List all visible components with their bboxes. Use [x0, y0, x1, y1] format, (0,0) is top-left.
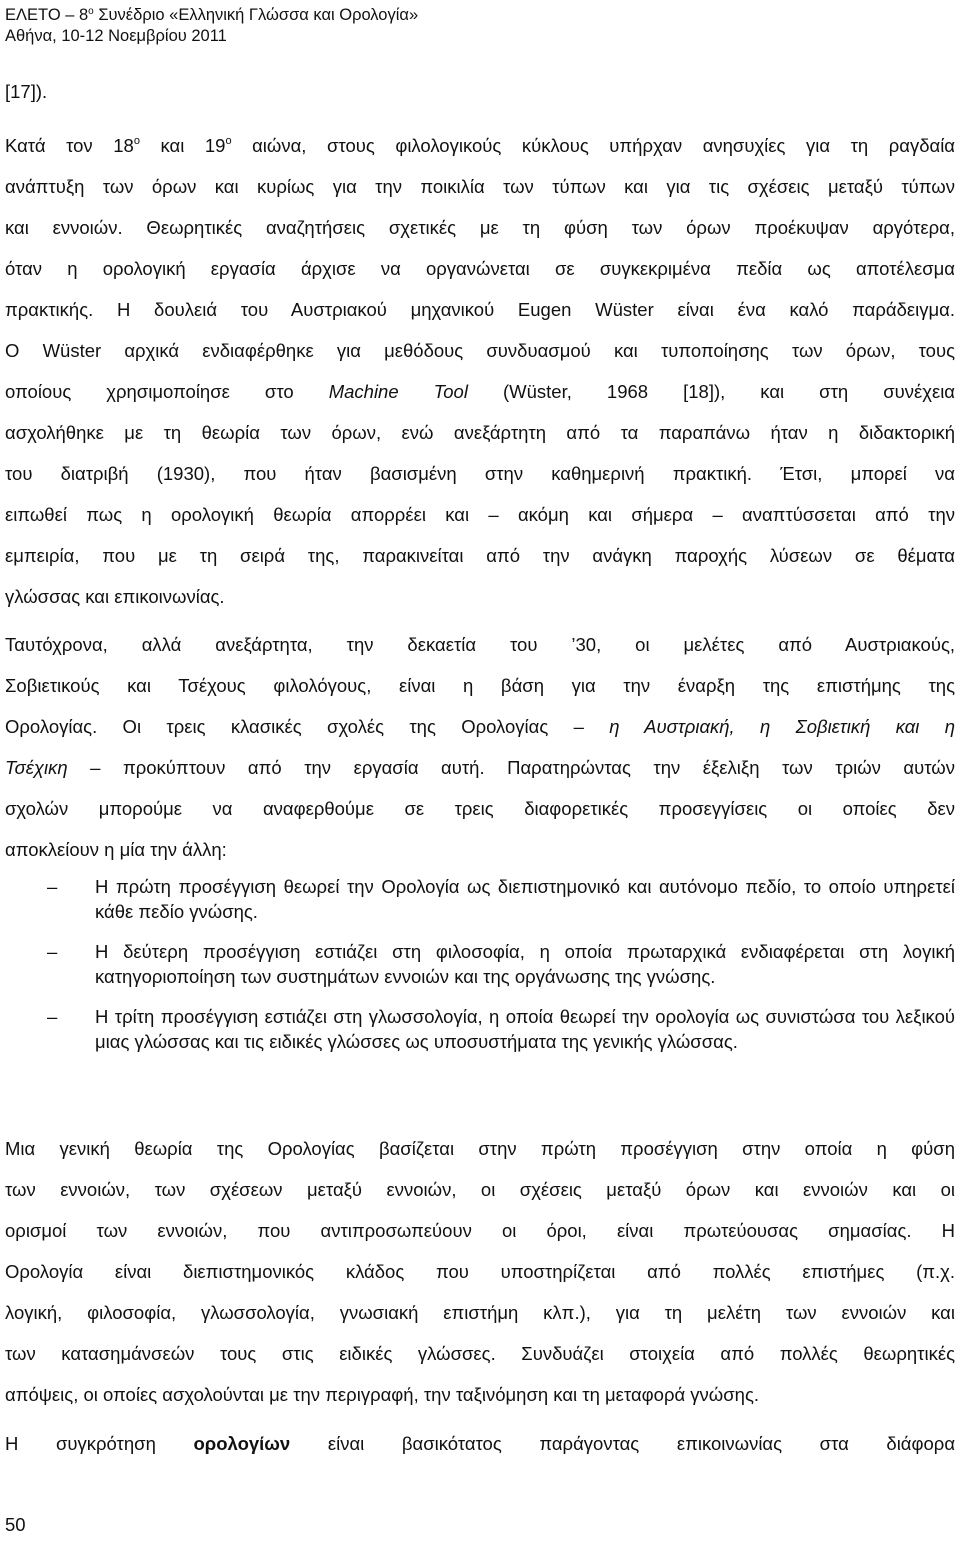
header-conference-title: ΕΛΕΤΟ – $8^o$ Συνέδριο «Ελληνική Γλώσσα και Ορολογία»: [5, 6, 419, 24]
list-dash: –: [47, 941, 58, 962]
header-location-date: Αθήνα, 10-12 Νοεμβρίου 2011: [5, 27, 227, 45]
approaches-list: [5, 874, 955, 1054]
paragraph-general-theory: Μια γενική θεωρία της Ορολογίας βασίζεται στην πρώτη προσέγγιση στην οποία η φύση των εννοιών, των σχέσεων μεταξύ εννοιών, οι σχέσεις μεταξύ όρων και εννοιών και οι ορισμοί των εννοιών, που αντιπροσωπεύουν οι όροι, είναι πρωτεύουσας σημασίας. Η Ορολογία είναι διεπιστημονικός κλάδος που υποστηρίζεται από πολλές επιστήμες (π.χ. λογική, φιλοσοφία, γλωσσολογία, γνωσιακή επιστήμη κλπ.), για τη μελέτη των εννοιών και των κατασημάνσεών τους στις ειδικές γλώσσες. Συνδυάζει στοιχεία από πολλές θεωρητικές απόψεις, οι οποίες ασχολούνται με την περιγραφή, την ταξινόμηση και τη μεταφορά γνώσης.: [5, 1138, 955, 1405]
list-item: – Η τρίτη προσέγγιση εστιάζει στη γλωσσολογία, η οποία θεωρεί την ορολογία ως συνιστώσα του λεξικού μιας γλώσσας και τις ειδικές γλώσσες ως υποσυστήματα της γενικής γλώσσας.: [47, 1006, 955, 1052]
paragraph-wuster: Κατά τον $18^o$ και $19^o$ αιώνα, στους φιλολογικούς κύκλους υπήρχαν ανησυχίες για τη ραγδαία ανάπτυξη των όρων και κυρίως για την ποικιλία των τύπων και για τις σχέσεις μεταξύ τύπων και εννοιών. Θεωρητικές αναζητήσεις σχετικές με τη φύση των όρων προέκυψαν αργότερα, όταν η ορολογική εργασία άρχισε να οργανώνεται σε συγκεκριμένα πεδία ως αποτέλεσμα πρακτικής. Η δουλειά του Αυστριακού μηχανικού Eugen Wüster είναι ένα καλό παράδειγμα. Ο Wüster αρχικά ενδιαφέρθηκε για μεθόδους συνδυασμού και τυποποίησης των όρων, τους οποίους χρησιμοποίησε στο Machine Tool (Wüster, 1968 [18]), και στη συνέχεια ασχολήθηκε με τη θεωρία των όρων, ενώ ανεξάρτητη από τα παραπάνω ήταν η διδακτορική του διατριβή (1930), που ήταν βασισμένη στην καθημερινή πρακτική. Έτσι, μπορεί να ειπωθεί πως η ορολογική θεωρία απορρέει και – ακόμη και σήμερα – αναπτύσσεται από την εμπειρία, που με τη σειρά της, παρακινείται από την ανάγκη παροχής λύσεων σε θέματα γλώσσας και επικοινωνίας.: [5, 135, 955, 607]
paragraph-schools: Ταυτόχρονα, αλλά ανεξάρτητα, την δεκαετία του ’30, οι μελέτες από Αυστριακούς, Σοβιετικούς και Τσέχους φιλολόγους, είναι η βάση για την έναρξη της επιστήμης της Ορολογίας. Οι τρεις κλασικές σχολές της Ορολογίας – η Αυστριακή, η Σοβιετική και η Τσέχικη – προκύπτουν από την εργασία αυτή. Παρατηρώντας την έξελιξη των τριών αυτών σχολών μπορούμε να αναφερθούμε σε τρεις διαφορετικές προσεγγίσεις οι οποίες δεν αποκλείουν η μία την άλλη:: [5, 634, 955, 860]
list-dash: –: [47, 876, 58, 897]
list-dash: –: [47, 1006, 58, 1027]
list-item: – Η δεύτερη προσέγγιση εστιάζει στη φιλοσοφία, η οποία πρωταρχικά ενδιαφέρεται στη λογική κατηγοριοποίηση των συστημάτων εννοιών και της οργάνωσης της γνώσης.: [47, 941, 955, 987]
running-header: [5, 5, 418, 47]
page-number: 50: [5, 1514, 26, 1535]
paragraph-glossaries: Η συγκρότηση ορολογίων είναι βασικότατος παράγοντας επικοινωνίας στα διάφορα: [5, 1433, 955, 1454]
list-item: – Η πρώτη προσέγγιση θεωρεί την Ορολογία ως διεπιστημονικό και αυτόνομο πεδίο, το οποίο υπηρετεί κάθε πεδίο γνώσης.: [47, 876, 955, 922]
paragraph-continuation: [17]).: [5, 81, 48, 102]
